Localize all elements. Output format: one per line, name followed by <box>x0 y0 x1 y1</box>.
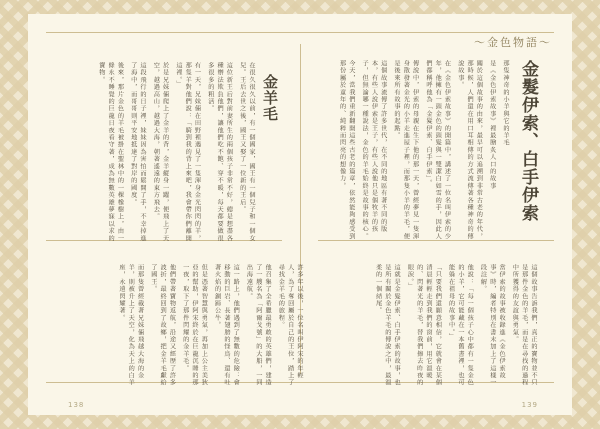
lower-right-paragraph: 「只要我們還願意相信，它就會在某個清晨輕輕走到我們的窗前，用它溫暖的、閃著光的羊毛，替我們擦去昨夜的眼淚。」 <box>406 264 442 387</box>
story-paragraph: 在很久很久以前，有一個國家，國王有一個兒子和一個女兒。王后去世之後，國王又娶了一位新的王后。 <box>238 62 255 242</box>
divider-top <box>46 32 554 33</box>
lower-left-paragraph: 許多年以後，一位名叫伊阿宋的年輕人，為了奪回屬於自己的王位，踏上了尋找金羊毛的旅程。 <box>277 264 303 387</box>
story-title: 金羊毛 <box>261 74 279 122</box>
lower-left-body <box>68 264 304 390</box>
lower-left-paragraph: 這一路上，他們遇到了無數的危險：會移動的巨岩、長著翅膀的怪鳥、還有吐著火焰的銅蹄公牛。 <box>213 264 240 387</box>
lower-left-paragraph: 他召集了全希臘最勇敢的英雄們，建造了一艘名為「阿爾戈號」的大船，一同出海遠航。 <box>245 264 272 387</box>
story-paragraph: 後來，那片金色的羊毛被掛在聖林中的一棵橡樹上，由一條永不睡覺的巨龍日夜看守著，成為無數英雄夢寐以求的寶物。 <box>97 62 124 242</box>
lower-right-paragraph: 這個故事告訴我們，真正的寶物並不只是那件金色的羊毛，而是在尋找的過程中所獲得的友誼與勇氣。 <box>511 264 537 387</box>
chapter-subtitle-line: 那隻神奇的小羊與它的羊毛 <box>502 60 509 147</box>
chapter-paragraph: 這個故事流傳了許多世代，在不同的地區有著不同的版本，有些人說伊索是王子，有些人說他只是個牧羊的孩子，但無論哪一種說法，金色的羊毛始終是故事的核心。 <box>361 60 387 240</box>
lower-right-paragraph: 這就是金髮伊索、白手伊索的故事，也是所有關於金色羊毛的傳說之中，最溫柔的一個結尾。 <box>374 264 401 387</box>
lower-right-paragraph: 他說：「每一個孩子心中都有一隻金色的小羊，它可能藏在一本舊書裡，也可能躲在祖母的故事中。」 <box>447 264 474 387</box>
lower-left-paragraph: 而那隻曾經載著兄妹倆飛越大海的金羊，則被升上了天空，化為天上的白羊座，永遠閃耀著。 <box>117 264 144 387</box>
chapter-paragraph: 傳說中，伊索的母親在生下他的那一天，曾經夢見一隻渾身散發著金光的小羊走進屋子裡，而那隻小羊的羊毛，便是後來所有故事的起點。 <box>393 60 419 240</box>
story-paragraph: 這位新王后對前妻所生的兩個孩子非常不好，總是想盡各種辦法欺負他們，讓他們吃不飽、穿不暖，每天都要做很多很多的粗活。 <box>206 62 233 242</box>
lower-right-paragraph: 當伊索的故事被收錄進《金色伊索故事》時，編者特別在書末加上了這樣一段註解。 <box>479 264 506 387</box>
chapter-paragraph: 關於這個故事的由來，最早可以追溯到非常古老的年代，那時候，人們還在用口耳相傳的方式流傳著各種神奇的傳說故事。 <box>456 60 483 240</box>
lower-left-paragraph: 但是憑著智慧與勇氣，再加上公主美狄亞的幫助，伊阿宋終於在巨龍沉睡的那一夜，取下了那件閃耀的金羊毛。 <box>181 264 208 387</box>
paper-area <box>28 14 572 415</box>
chapter-paragraph: 在《金色伊索故事》的開篇中，講述了一位名叫伊索的少年，他擁有一頭金色的頭髮與一雙潔白如雪的手，因此人們都稱呼他為「金髮伊索、白手伊索」。 <box>424 60 451 240</box>
story-paragraph: 於是兄妹倆爬上了金羊的背，金羊縱身一躍，便飛上了天空，越過高山，越過大海，朝著遙遠的東方飛去。 <box>152 62 169 242</box>
book-header-label: ～金色物語～ <box>474 36 552 49</box>
story-paragraph: 這段飛行的日子裡，妹妹因為害怕而鬆開了手，不幸掉進了海中，而哥哥則平安地抵達了對岸的國度。 <box>129 62 147 242</box>
lower-left-paragraph: 他們帶著寶物返航，沿途又經歷了許多波折，最終回到了故鄉，把金羊毛獻給了國王。 <box>149 264 176 387</box>
page-number-left: 138 <box>68 401 85 409</box>
page-number-right: 139 <box>521 401 538 409</box>
story-paragraph: 有一天，兄妹倆在田野裡遇見了一隻渾身金光閃閃的羊，那隻羊對他們說：「騎到我的背上來吧，我會帶你們離開這裡。」 <box>174 62 201 242</box>
chapter-title: 金髮伊索、白手伊索 <box>518 60 538 222</box>
story-body <box>78 62 256 248</box>
chapter-paragraph: 今天，當我們重新翻開這些古老的篇章，依然能夠感受到那份屬於童年的、純粹而閃亮的想像力。 <box>338 60 355 240</box>
chapter-body <box>270 60 510 246</box>
lower-right-body <box>302 264 538 390</box>
chapter-subtitle-line: 是《金色伊索故事》裡最膾炙人口的故事 <box>488 60 496 190</box>
